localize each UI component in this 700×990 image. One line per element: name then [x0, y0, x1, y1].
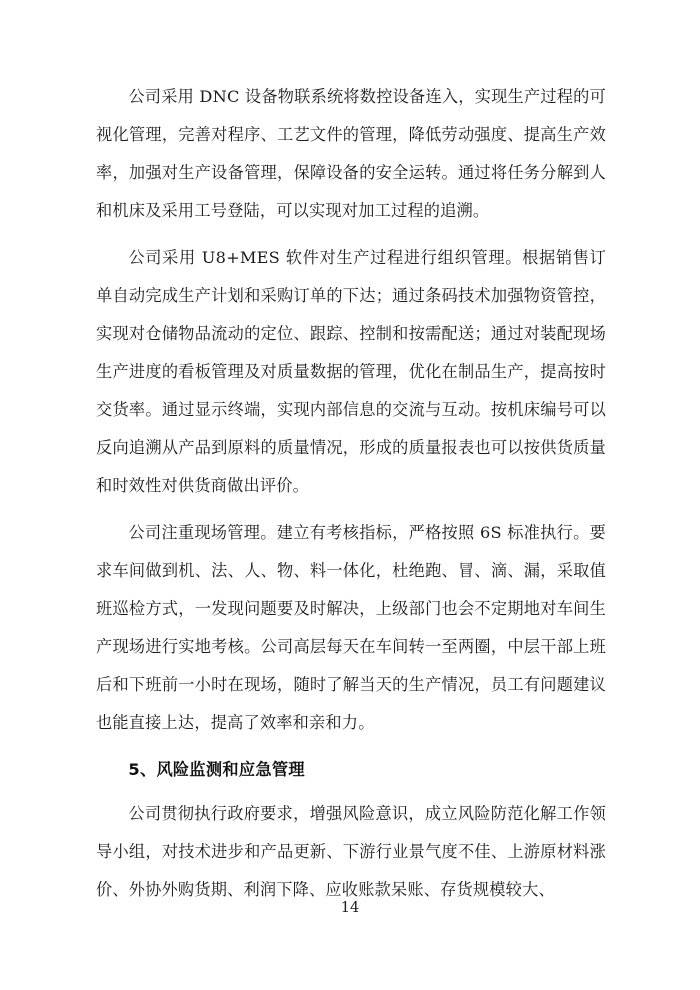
section-heading: 5、风险监测和应急管理 — [128, 760, 305, 779]
page-body — [96, 78, 606, 918]
page-number: 14 — [340, 900, 360, 916]
paragraph: 公司贯彻执行政府要求，增强风险意识，成立风险防范化解工作领导小组，对技术进步和产品更新、下游行业景气度不佳、上游原材料涨价、外协外购货期、利润下降、应收账款呆账、存货规模较大、 — [96, 804, 606, 899]
paragraph: 公司注重现场管理。建立有考核指标，严格按照 6S 标准执行。要求车间做到机、法、人、物、料一体化，杜绝跑、冒、滴、漏，采取值班巡检方式，一发现问题要及时解决，上级部门也会不定期地对车间生产现场进行实地考核。公司高层每天在车间转一至两圈，中层干部上班后和下班前一小时在现场，随时了解当天的生产情况，员工有问题建议也能直接上达，提高了效率和亲和力。 — [96, 523, 606, 732]
paragraph: 公司采用 DNC 设备物联系统将数控设备连入，实现生产过程的可视化管理，完善对程序、工艺文件的管理，降低劳动强度、提高生产效率，加强对生产设备管理，保障设备的安全运转。通过将任务分解到人和机床及采用工号登陆，可以实现对加工过程的追溯。 — [96, 87, 606, 220]
paragraph: 公司采用 U8+MES 软件对生产过程进行组织管理。根据销售订单自动完成生产计划和采购订单的下达；通过条码技术加强物资管控，实现对仓储物品流动的定位、跟踪、控制和按需配送；通过对装配现场生产进度的看板管理及对质量数据的管理，优化在制品生产，提高按时交货率。通过显示终端，实现内部信息的交流与互动。按机床编号可以反向追溯从产品到原料的质量情况，形成的质量报表也可以按供货质量和时效性对供货商做出评价。 — [96, 248, 606, 495]
